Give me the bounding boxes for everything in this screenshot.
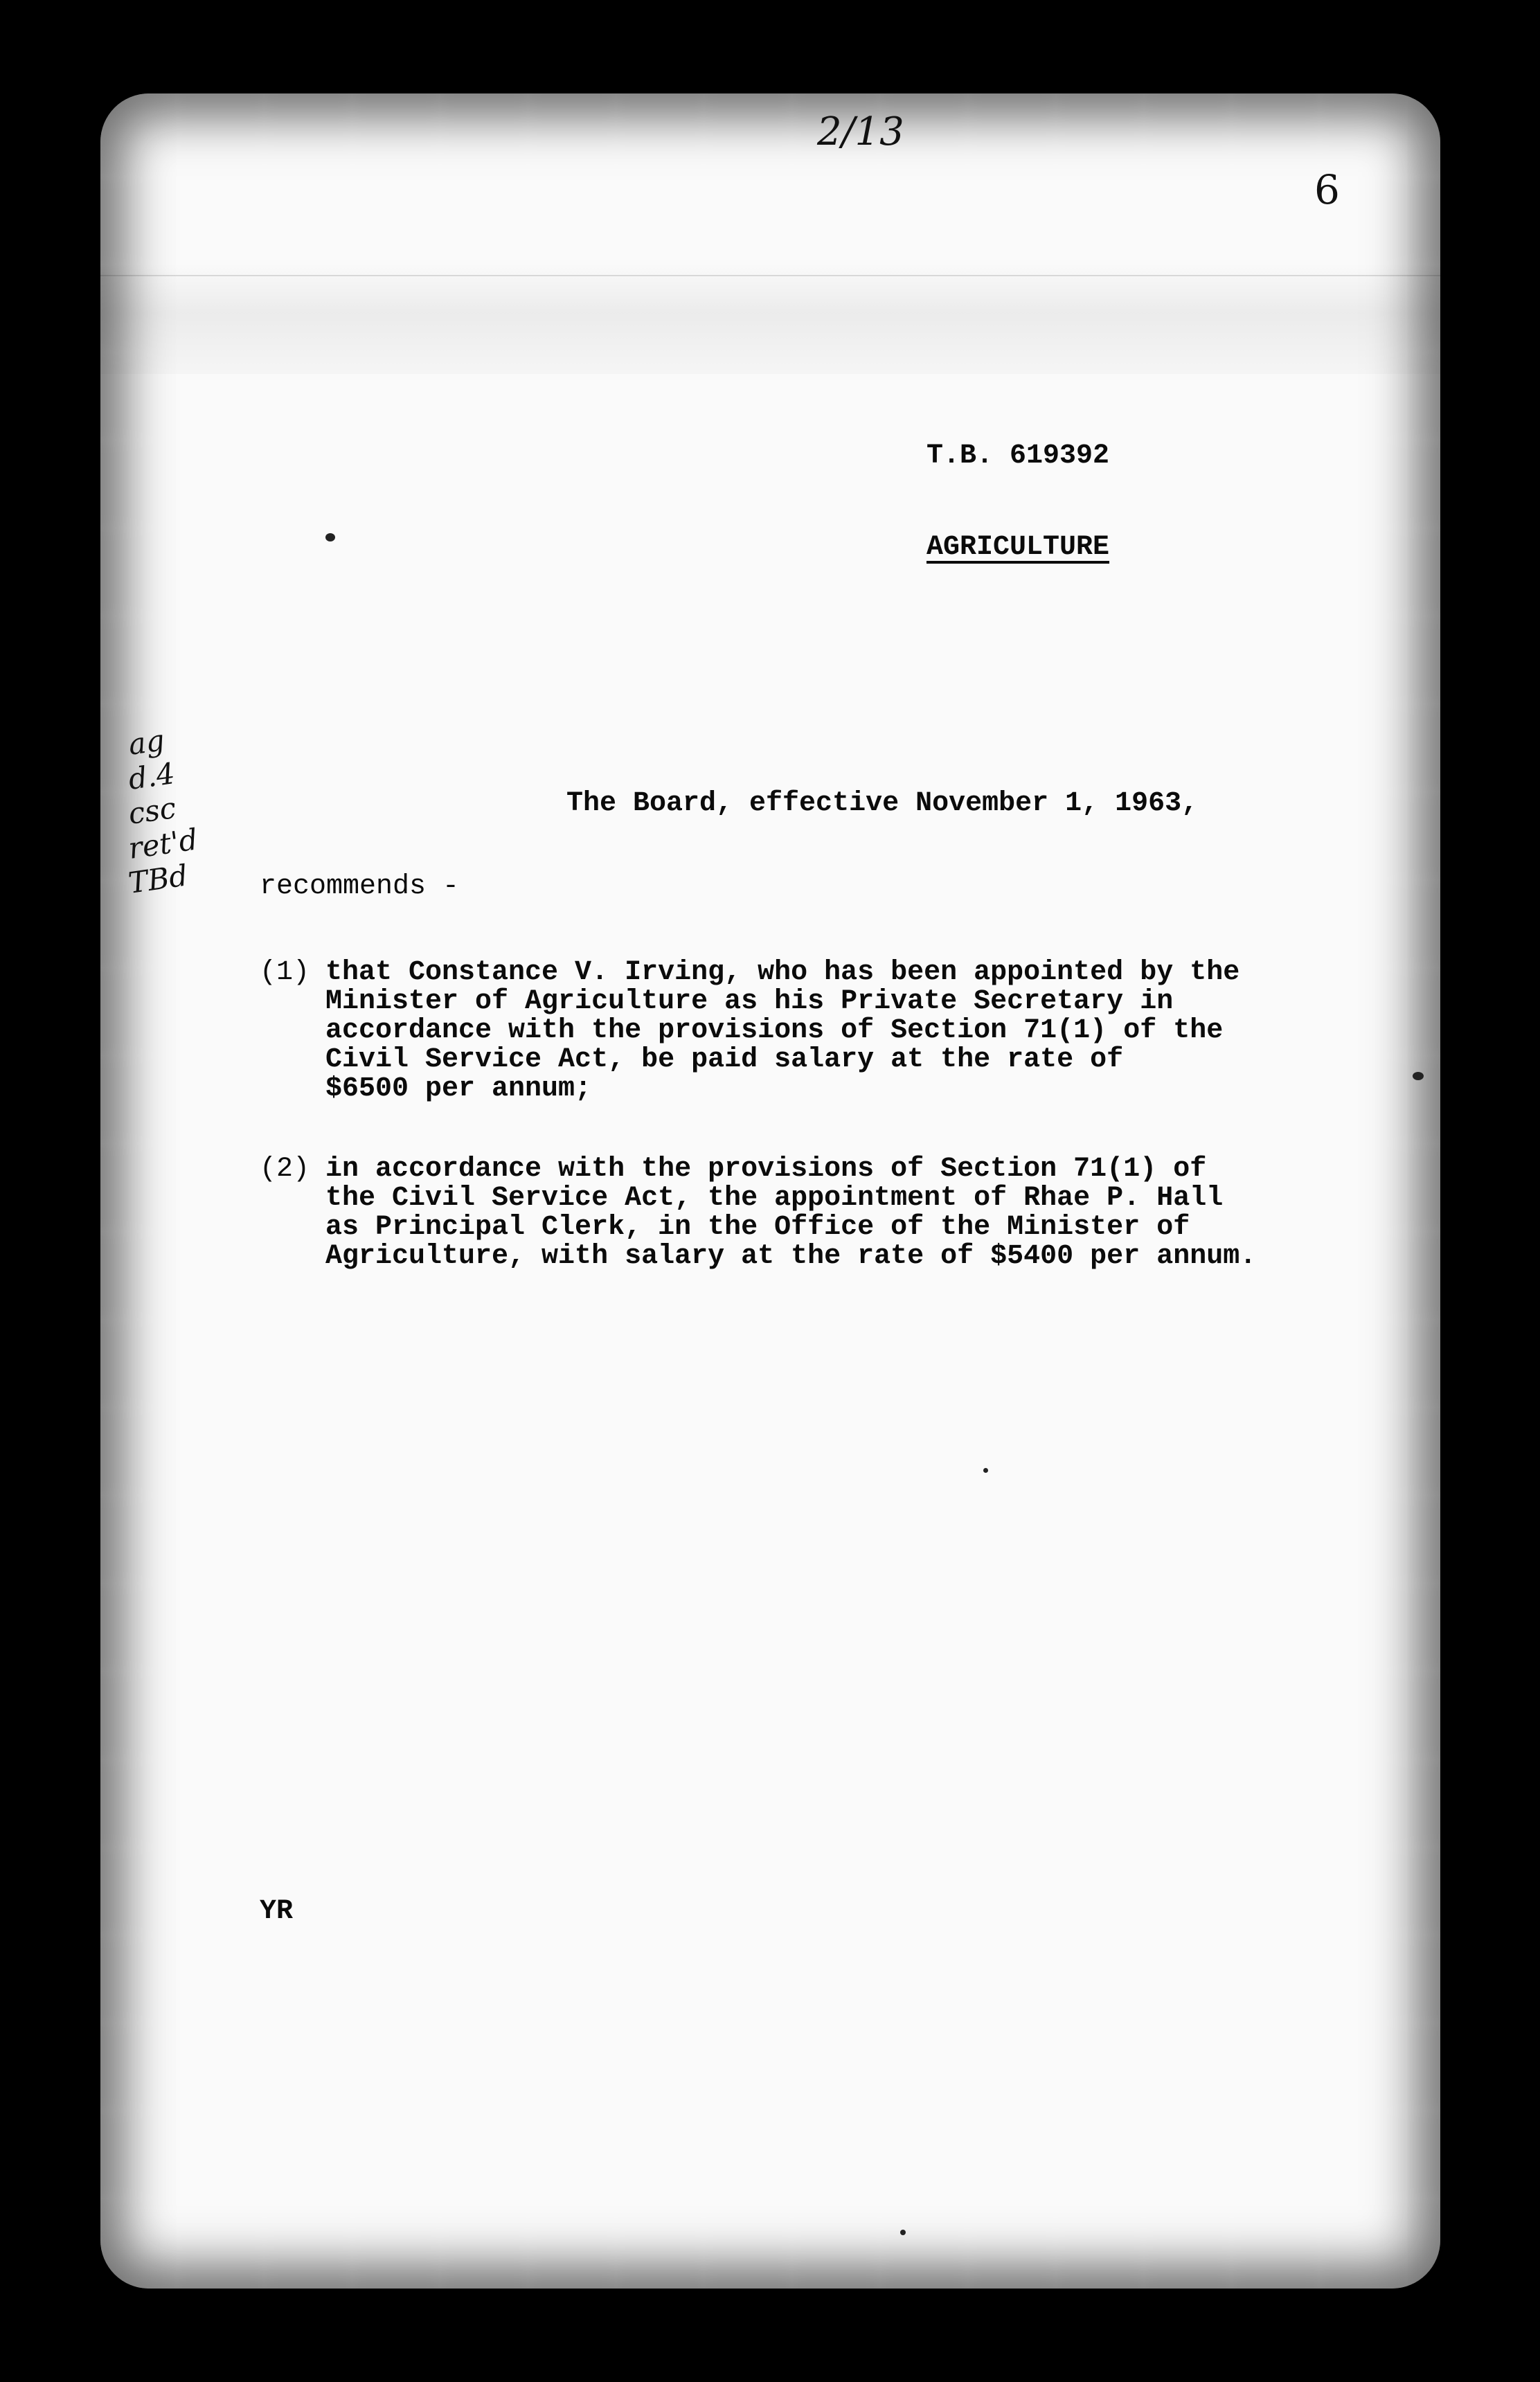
- recommendation-item: [260, 1155, 1295, 1271]
- fold-shadow: [100, 263, 1440, 374]
- ink-speck: [900, 2230, 906, 2235]
- item-line: in accordance with the provisions of Section 71(1) of: [325, 1154, 1207, 1185]
- item-body: [325, 1155, 1295, 1271]
- item-number: (1): [260, 957, 310, 988]
- item-body: [325, 958, 1295, 1104]
- margin-note-line: TBd: [126, 858, 190, 900]
- margin-note-line: ret'd: [126, 822, 200, 866]
- item-line: Agriculture, with salary at the rate of $5400 per annum.: [325, 1241, 1257, 1272]
- margin-note-line: ag: [126, 723, 167, 762]
- item-line: accordance with the provisions of Section 71(1) of the: [325, 1015, 1224, 1046]
- item-line: Minister of Agriculture as his Private Secretary in: [325, 986, 1174, 1017]
- tb-reference: T.B. 619392: [926, 440, 1110, 472]
- typist-initials: YR: [260, 1896, 294, 1927]
- ink-speck: [1413, 1072, 1424, 1080]
- item-line: that Constance V. Irving, who has been appointed by the: [325, 957, 1240, 988]
- item-line: as Principal Clerk, in the Office of the Minister of: [325, 1212, 1190, 1243]
- department-heading: AGRICULTURE: [926, 532, 1110, 563]
- item-line: the Civil Service Act, the appointment of Rhae P. Hall: [325, 1183, 1224, 1214]
- recommendation-item: [260, 958, 1295, 1104]
- margin-note-line: d.4: [126, 756, 177, 796]
- ink-speck: [325, 533, 335, 541]
- page-number: 6: [1314, 166, 1340, 213]
- item-line: $6500 per annum;: [325, 1073, 592, 1104]
- item-number: (2): [260, 1154, 310, 1185]
- fold-line: [100, 275, 1440, 276]
- margin-note-line: csc: [126, 790, 179, 831]
- ink-speck: [983, 1468, 988, 1473]
- handwritten-note: 2/13: [817, 109, 904, 154]
- margin-annotation: [126, 720, 239, 900]
- item-line: Civil Service Act, be paid salary at the rate of: [325, 1044, 1124, 1075]
- intro-line: The Board, effective November 1, 1963,: [566, 788, 1199, 819]
- recommends-label: recommends -: [260, 871, 460, 902]
